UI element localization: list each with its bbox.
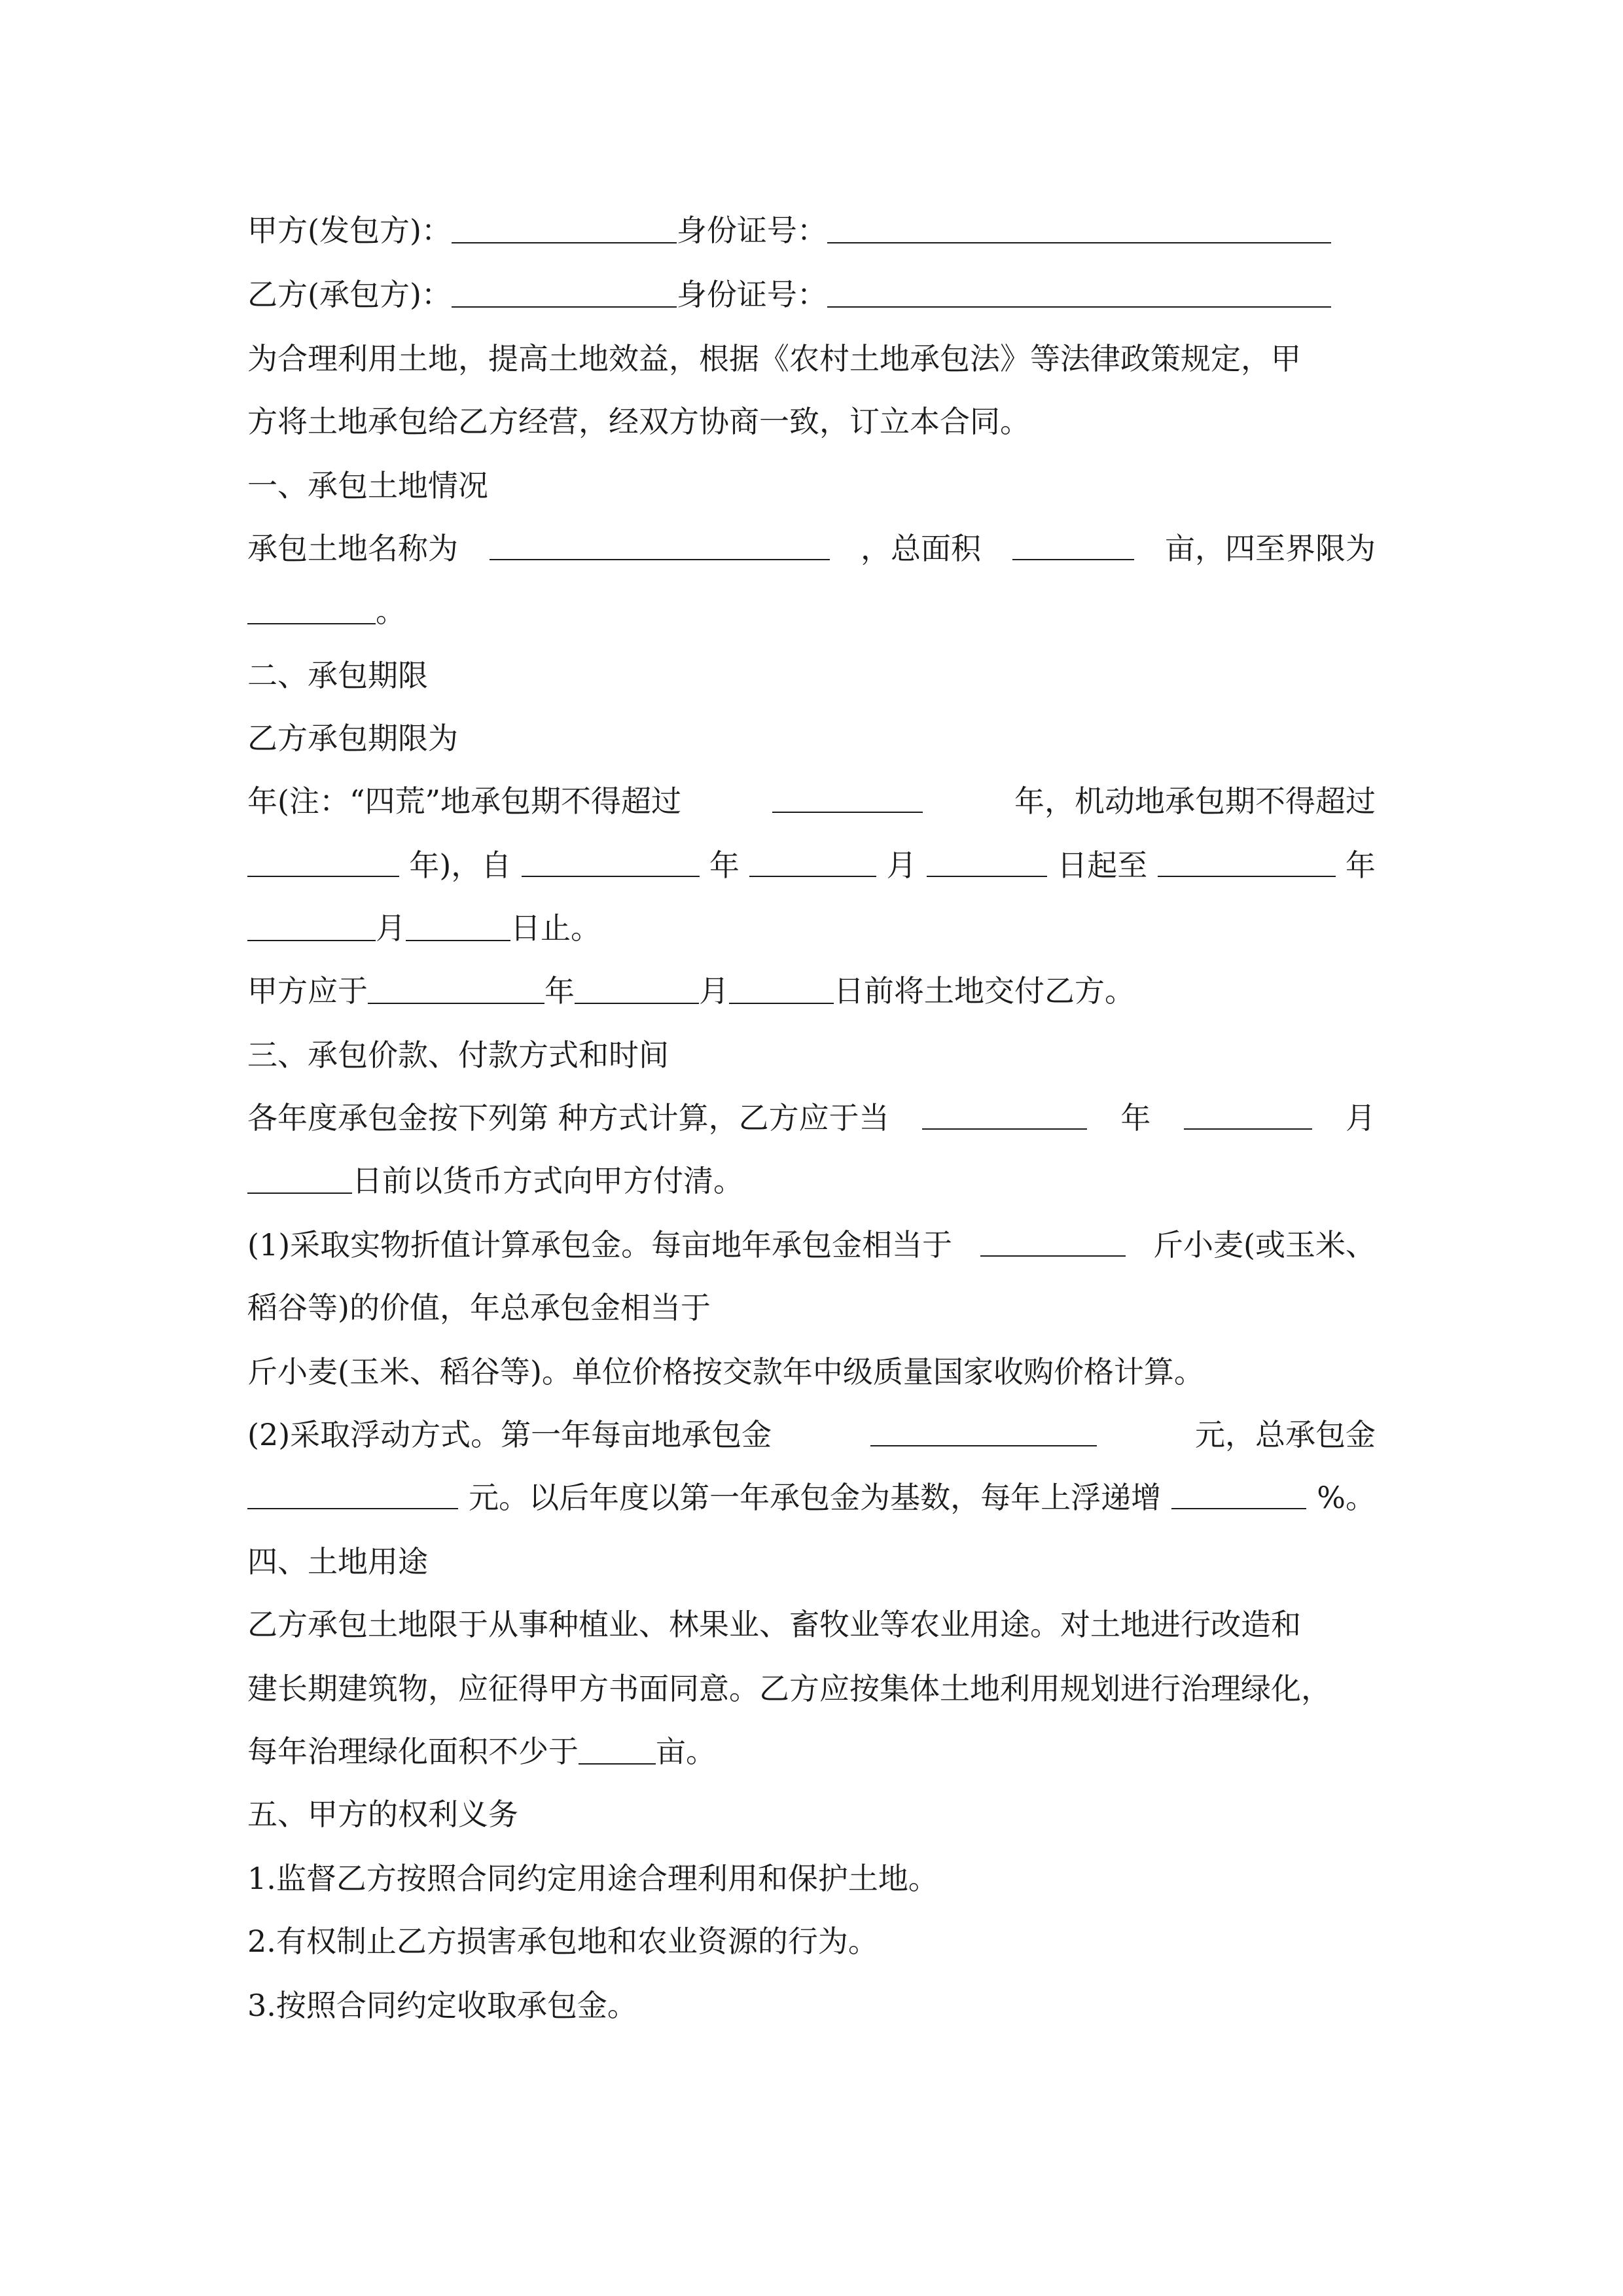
delivery-label: 甲方应于: [247, 973, 368, 1009]
party-a-line: [247, 211, 1331, 250]
delivery-month-blank[interactable]: [575, 973, 699, 1004]
section3-item1-line-3: 斤小麦(玉米、稻谷等)。单位价格按交款年中级质量国家收购价格计算。: [247, 1354, 1204, 1390]
boundary-end: 。: [376, 594, 406, 629]
item1-wheat-label: 斤小麦(或玉米、: [1153, 1227, 1376, 1263]
payment-month-label: 月: [1346, 1100, 1376, 1136]
section2-title: 二、承包期限: [247, 658, 428, 693]
payment-year-label: 年: [1120, 1100, 1151, 1136]
section3-line-1: [247, 1098, 1376, 1138]
payment-method-label: 各年度承包金按下列第 种方式计算，乙方应于当: [247, 1100, 889, 1136]
end-month-label: 月: [376, 910, 406, 946]
section3-item2-line-1: [247, 1415, 1376, 1454]
end-month-blank[interactable]: [247, 910, 376, 941]
boundary-label: 亩，四至界限为: [1165, 531, 1376, 566]
mobile-land-term-label: 年，机动地承包期不得超过: [1014, 783, 1376, 819]
party-b-line: [247, 275, 1331, 314]
start-year-blank[interactable]: [522, 846, 700, 877]
wasteland-term-blank[interactable]: [772, 781, 923, 813]
party-b-id-blank[interactable]: [827, 276, 1331, 308]
item2-percent-label: %。: [1317, 1480, 1376, 1515]
party-b-id-label: 身份证号：: [676, 277, 827, 312]
land-name-label: 承包土地名称为: [247, 531, 458, 566]
term-end-label: 日止。: [510, 910, 601, 946]
term-from-label: 年)，自: [409, 848, 512, 883]
start-month-blank[interactable]: [749, 846, 876, 877]
section3-item1-line-1: [247, 1225, 1376, 1265]
section2-line-4: [247, 908, 601, 948]
section4-line-1: 乙方承包土地限于从事种植业、林果业、畜牧业等农业用途。对土地进行改造和: [247, 1607, 1301, 1642]
party-a-name-blank[interactable]: [452, 212, 677, 243]
section5-title: 五、甲方的权利义务: [247, 1797, 518, 1832]
section4-line-3: [247, 1732, 716, 1771]
section3-item2-line-2: [247, 1478, 1376, 1517]
end-day-blank[interactable]: [406, 910, 510, 941]
section4-title: 四、土地用途: [247, 1544, 428, 1579]
party-a-label: 甲方(发包方)：: [247, 213, 452, 248]
payment-deadline-label: 日前以货币方式向甲方付清。: [352, 1163, 743, 1198]
item2-total-label: 元，总承包金: [1194, 1417, 1376, 1452]
payment-day-blank[interactable]: [247, 1162, 352, 1194]
section2-line-2: [247, 781, 1376, 821]
section4-line-2: 建长期建筑物，应征得甲方书面同意。乙方应按集体土地利用规划进行治理绿化，: [247, 1671, 1331, 1706]
section2-line-1: 乙方承包期限为: [247, 721, 458, 756]
start-month-label: 月: [886, 848, 917, 883]
total-area-label: ，总面积: [861, 531, 981, 566]
mobile-land-term-blank[interactable]: [247, 846, 399, 877]
greening-area-blank[interactable]: [579, 1733, 656, 1765]
delivery-end-label: 日前将土地交付乙方。: [834, 973, 1135, 1009]
section2-line-5: [247, 971, 1135, 1011]
delivery-day-blank[interactable]: [729, 973, 834, 1004]
delivery-month-label: 月: [699, 973, 729, 1009]
intro-line-1: 为合理利用土地，提高土地效益，根据《农村土地承包法》等法律政策规定，甲: [247, 341, 1301, 376]
section2-line-3: [247, 846, 1376, 885]
item2-total-blank[interactable]: [247, 1478, 458, 1509]
start-year-label: 年: [709, 848, 740, 883]
item2-first-year-blank[interactable]: [870, 1415, 1097, 1446]
party-a-id-blank[interactable]: [827, 212, 1331, 243]
start-day-blank[interactable]: [927, 846, 1047, 877]
section3-item1-line-2: 稻谷等)的价值，年总承包金相当于: [247, 1290, 711, 1325]
payment-year-blank[interactable]: [922, 1098, 1087, 1130]
item1-wheat-blank[interactable]: [980, 1225, 1126, 1257]
section1-line-1: [247, 529, 1376, 568]
land-name-blank[interactable]: [490, 529, 830, 560]
item2-increase-blank[interactable]: [1171, 1478, 1306, 1509]
party-b-label: 乙方(承包方)：: [247, 277, 452, 312]
total-area-blank[interactable]: [1012, 529, 1134, 560]
greening-unit-label: 亩。: [656, 1734, 716, 1769]
end-year-blank[interactable]: [1158, 846, 1336, 877]
wasteland-term-label: 年(注：“四荒”地承包期不得超过: [247, 783, 681, 819]
section1-title: 一、承包土地情况: [247, 468, 488, 503]
boundary-blank[interactable]: [247, 593, 376, 624]
delivery-year-blank[interactable]: [368, 973, 544, 1004]
end-year-label: 年: [1345, 848, 1376, 883]
payment-month-blank[interactable]: [1184, 1098, 1312, 1130]
party-b-name-blank[interactable]: [452, 276, 677, 308]
item2-label: (2)采取浮动方式。第一年每亩地承包金: [247, 1417, 772, 1452]
party-a-id-label: 身份证号：: [676, 213, 827, 248]
section5-item-3: 3.按照合同约定收取承包金。: [247, 1988, 637, 2023]
section1-line-2: [247, 592, 406, 631]
intro-line-2: 方将土地承包给乙方经营，经双方协商一致，订立本合同。: [247, 404, 1030, 439]
section3-title: 三、承包价款、付款方式和时间: [247, 1037, 669, 1073]
greening-label: 每年治理绿化面积不少于: [247, 1734, 579, 1769]
item2-increase-label: 元。以后年度以第一年承包金为基数，每年上浮递增: [469, 1480, 1162, 1515]
section5-item-2: 2.有权制止乙方损害承包地和农业资源的行为。: [247, 1924, 878, 1959]
term-to-label: 日起至: [1057, 848, 1148, 883]
delivery-year-label: 年: [544, 973, 575, 1009]
section3-line-2: [247, 1161, 743, 1200]
section5-item-1: 1.监督乙方按照合同约定用途合理利用和保护土地。: [247, 1861, 938, 1896]
item1-label: (1)采取实物折值计算承包金。每亩地年承包金相当于: [247, 1227, 953, 1263]
